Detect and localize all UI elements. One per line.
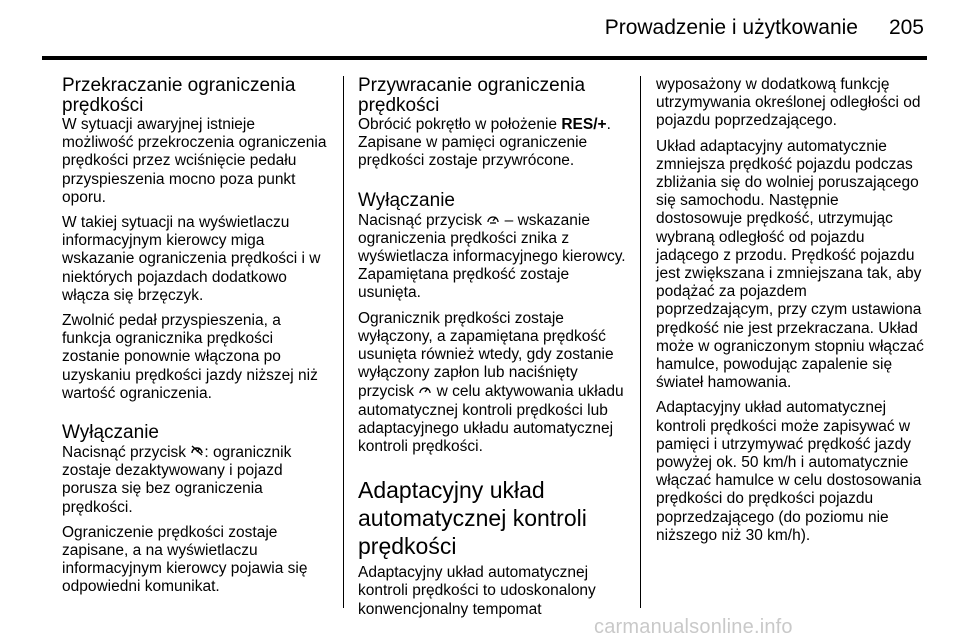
text: Nacisnąć przycisk [62, 444, 191, 462]
paragraph [358, 310, 626, 457]
paragraph: W sytuacji awaryjnej istnieje możliwość przekroczenia ograniczenia prędkości przez wciśnięcie pedału przyspieszenia mocno poza punkt oporu. [62, 116, 327, 206]
heading-adaptive-cruise: Adaptacyjny układ automatycznej kontroli prędkości [358, 477, 587, 560]
heading-restore-limit: Przywracanie ograniczenia prędkości [358, 75, 586, 116]
header-title: Prowadzenie i użytkowanie [604, 16, 858, 39]
cruise-control-icon [418, 382, 432, 400]
page-header [0, 0, 960, 60]
speed-limiter-icon [486, 211, 500, 229]
text: . Zapisane w pamięci ograniczenie prędkości zostaje przywrócone. [358, 116, 611, 170]
column-middle [358, 76, 626, 619]
paragraph: Adaptacyjny układ automatycznej kontroli prędkości może zapisywać w pamięci i utrzymywać prędkość jazdy powyżej ok. 50 km/h i automatycznie włączać hamulce w celu dostosowania prędkości do prędkości pojazdu poprzedzającego (do poziomu nie niższego niż 30 km/h). [656, 399, 922, 544]
paragraph [358, 116, 626, 171]
paragraph: Układ adaptacyjny automatycznie zmniejsza prędkość pojazdu podczas zbliżania się do wolniej poruszającego się samochodu. Następnie dostosowuje prędkość, utrzymując wybraną odległość od pojazdu jadącego z przodu. Prędkość pojazdu jest zwiększana i zmniejszana tak, aby podążać za pojazdem poprzedzającym, przy czym ustawiona prędkość nie jest przekraczana. Układ może w ograniczonym stopniu włączać hamulce, powodując zapalenie się świateł hamowania. [656, 137, 924, 392]
text: : ogranicznik zostaje dezaktywowany i pojazd porusza się bez ograniczenia prędkości. [62, 444, 292, 516]
header-rule [42, 56, 927, 60]
paragraph [62, 443, 328, 517]
heading-off: Wyłączanie [62, 422, 159, 444]
paragraph [358, 211, 626, 303]
column-right [656, 76, 928, 545]
heading-off: Wyłączanie [358, 189, 455, 211]
text: Ogranicznik prędkości zostaje wyłączony, a zapamiętana prędkość usunięta również wtedy, gdy zostanie wyłączony zapłon lub naciśnięty przycisk [358, 309, 614, 401]
text: – wskazanie ograniczenia prędkości znika z wyświetlacza informacyjnego kierowcy. Zapamiętana prędkość zostaje usunięta. [358, 211, 626, 302]
column-left [62, 76, 328, 597]
control-label: RES/+ [561, 116, 607, 133]
column-divider [343, 76, 344, 608]
paragraph: wyposażony w dodatkową funkcję utrzymywania określonej odległości od pojazdu poprzedzającego. [656, 76, 921, 130]
text: Obrócić pokrętło w położenie [358, 116, 562, 133]
paragraph: Ograniczenie prędkości zostaje zapisane, a na wyświetlaczu informacyjnym kierowcy pojawia się odpowiedni komunikat. [62, 523, 308, 596]
watermark: carmanualsonline.info [594, 616, 793, 638]
paragraph: Zwolnić pedał przyspieszenia, a funkcja ogranicznika prędkości zostanie ponownie włączona po uzyskaniu prędkości jazdy niższej niż wartość ograniczenia. [62, 312, 318, 402]
paragraph: Adaptacyjny układ automatycznej kontroli prędkości to udoskonalony konwencjonalny tempomat [358, 564, 596, 618]
text: Nacisnąć przycisk [358, 211, 487, 229]
text: w celu aktywowania układu automatycznej kontroli prędkości lub adaptacyjnego układu automatycznej kontroli prędkości. [358, 383, 624, 456]
speed-limiter-off-icon [190, 443, 204, 461]
page-number: 205 [888, 16, 924, 39]
column-divider [640, 76, 641, 608]
paragraph: W takiej sytuacji na wyświetlaczu informacyjnym kierowcy miga wskazanie ograniczenia prędkości i w niektórych pojazdach dodatkowo włącza się brzęczyk. [62, 214, 321, 304]
heading-exceed-limit: Przekraczanie ograniczenia prędkości [62, 75, 296, 116]
